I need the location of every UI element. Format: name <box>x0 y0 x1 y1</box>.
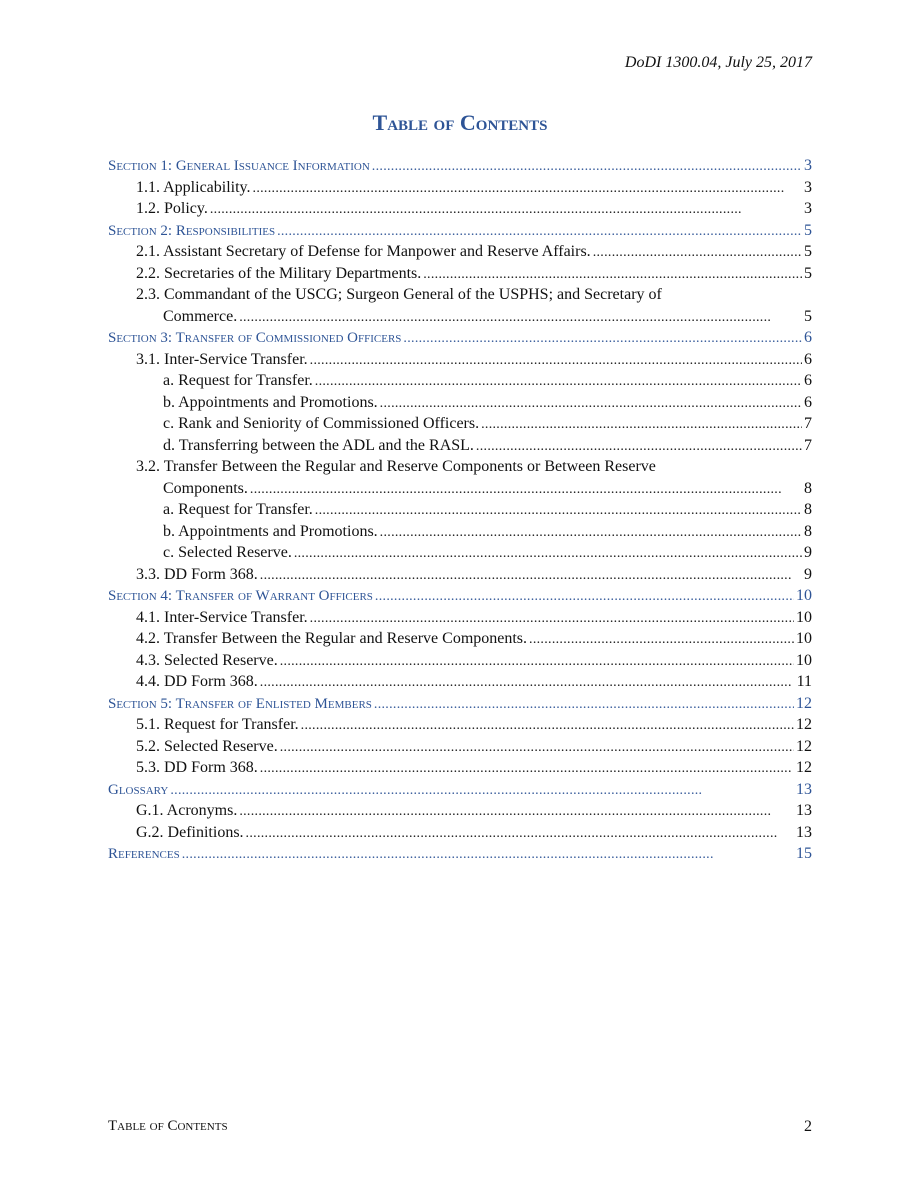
dot-leader <box>239 306 802 329</box>
toc-entry-page: 6 <box>804 329 812 346</box>
toc-entry-page: 12 <box>796 737 812 755</box>
toc-entry-title: a. Request for Transfer. <box>163 372 313 389</box>
toc-entry-title: b. Appointments and Promotions. <box>163 393 378 411</box>
dot-leader <box>423 263 802 286</box>
toc-section-1-link[interactable] <box>108 155 812 177</box>
toc-entry-title: c. Rank and Seniority of Commissioned Officers. <box>163 415 480 432</box>
toc-glossary-link[interactable] <box>108 779 812 801</box>
toc-entry-page: 13 <box>796 823 812 841</box>
toc-entry-page: 11 <box>796 673 812 690</box>
toc-entry-title: 5.2. Selected Reserve. <box>136 737 278 755</box>
dot-leader <box>260 757 794 780</box>
toc-entry-page: 10 <box>796 630 812 647</box>
toc-entry-title: 2.2. Secretaries of the Military Departments. <box>136 264 422 282</box>
toc-entry-page: 7 <box>804 415 812 432</box>
toc-entry-page: 12 <box>796 694 812 712</box>
dot-leader <box>239 800 794 823</box>
toc-entry-title: G.2. Definitions. <box>136 823 244 841</box>
toc-entry-page: 6 <box>804 372 812 389</box>
toc-entry-page: 5 <box>804 264 812 282</box>
toc-entry-page: 5 <box>804 221 812 239</box>
toc-entry-title: 4.2. Transfer Between the Regular and Reserve Components. <box>136 630 528 647</box>
toc-entry-3-2-b[interactable] <box>108 521 812 543</box>
toc-entry-title: d. Transferring between the ADL and the RASL. <box>163 436 474 454</box>
toc-entry-2-2[interactable] <box>108 263 812 285</box>
toc-entry-3-1[interactable] <box>108 349 812 371</box>
dot-leader <box>280 736 794 759</box>
toc-entry-3-2-c[interactable] <box>108 542 812 564</box>
toc-entry-title: 4.4. DD Form 368. <box>136 673 258 690</box>
toc-entry-3-1-b[interactable] <box>108 392 812 414</box>
dot-leader <box>375 585 794 608</box>
dot-leader <box>481 413 802 436</box>
toc-entry-5-2[interactable] <box>108 736 812 758</box>
toc-section-2-link[interactable] <box>108 220 812 242</box>
toc-entry-title: Section 5: Transfer of Enlisted Members <box>108 695 372 712</box>
toc-entry-page: 3 <box>804 200 812 217</box>
toc-entry-title: c. Selected Reserve. <box>163 544 292 561</box>
dot-leader <box>310 349 802 372</box>
toc-entry-3-3[interactable] <box>108 564 812 586</box>
toc-entry-page: 10 <box>796 651 812 669</box>
dot-leader <box>529 628 794 651</box>
toc-entry-title: b. Appointments and Promotions. <box>163 522 378 540</box>
dot-leader <box>372 155 802 178</box>
toc-entry-title: 2.1. Assistant Secretary of Defense for Manpower and Reserve Affairs. <box>136 243 591 260</box>
toc-entry-title-line1: 2.3. Commandant of the USCG; Surgeon General of the USPHS; and Secretary of <box>136 286 662 303</box>
toc-entry-title: a. Request for Transfer. <box>163 501 313 518</box>
page-footer <box>108 1118 812 1136</box>
page-number: 2 <box>804 1118 812 1135</box>
toc-section-3-link[interactable] <box>108 327 812 349</box>
toc-entry-title: Section 1: General Issuance Information <box>108 158 370 174</box>
toc-entry-4-2[interactable] <box>108 628 812 650</box>
toc-entry-page: 10 <box>796 587 812 604</box>
toc-entry-title: 4.1. Inter-Service Transfer. <box>136 608 308 626</box>
toc-entry-page: 5 <box>804 243 812 260</box>
toc-entry-1-1[interactable] <box>108 177 812 199</box>
dot-leader <box>315 370 802 393</box>
toc-entry-title: 1.2. Policy. <box>136 200 208 217</box>
toc-entry-page: 13 <box>796 780 812 798</box>
footer-label: Table of Contents <box>108 1118 228 1134</box>
toc-entry-title: 5.3. DD Form 368. <box>136 759 258 776</box>
dot-leader <box>374 693 794 716</box>
toc-entry-title: Section 2: Responsibilities <box>108 222 276 239</box>
toc-entry-page: 5 <box>804 307 812 325</box>
dot-leader <box>277 220 802 243</box>
dot-leader <box>210 198 802 221</box>
toc-entry-title-line2: Components. <box>163 479 248 497</box>
toc-entry-page: 8 <box>804 479 812 497</box>
toc-section-4-link[interactable] <box>108 585 812 607</box>
toc-entry-4-3[interactable] <box>108 650 812 672</box>
toc-entry-4-1[interactable] <box>108 607 812 629</box>
dot-leader <box>593 241 802 264</box>
toc-entry-title-line1: 3.2. Transfer Between the Regular and Reserve Components or Between Reserve <box>136 458 656 475</box>
toc-entry-g-2[interactable] <box>108 822 812 844</box>
toc-entry-5-3[interactable] <box>108 757 812 779</box>
toc-entry-3-1-c[interactable] <box>108 413 812 435</box>
dot-leader <box>380 392 802 415</box>
toc-entry-1-2[interactable] <box>108 198 812 220</box>
toc-entry-4-4[interactable] <box>108 671 812 693</box>
page-title: Table of Contents <box>372 110 548 135</box>
toc-entry-title: 3.3. DD Form 368. <box>136 565 258 583</box>
toc-entry-title: 5.1. Request for Transfer. <box>136 716 299 733</box>
toc-entry-page: 13 <box>796 802 812 819</box>
toc-entry-title: References <box>108 846 180 862</box>
toc-entry-page: 6 <box>804 350 812 368</box>
toc-entry-3-2-a[interactable] <box>108 499 812 521</box>
toc-entry-2-1[interactable] <box>108 241 812 263</box>
dot-leader <box>403 327 802 350</box>
toc-entry-page: 9 <box>804 565 812 583</box>
toc-entry-page: 15 <box>796 845 812 862</box>
dot-leader <box>301 714 794 737</box>
toc-entry-page: 8 <box>804 501 812 518</box>
dot-leader <box>476 435 802 458</box>
dot-leader <box>182 843 794 866</box>
dot-leader <box>253 177 802 200</box>
toc-entry-3-1-d[interactable] <box>108 435 812 457</box>
dot-leader <box>170 779 794 802</box>
toc-entry-page: 3 <box>804 157 812 174</box>
toc-entry-title-line2: Commerce. <box>163 307 238 325</box>
dot-leader <box>294 542 802 565</box>
toc-entry-title: G.1. Acronyms. <box>136 802 238 819</box>
toc-entry-title: Glossary <box>108 781 169 798</box>
toc-entry-5-1[interactable] <box>108 714 812 736</box>
toc-references-link[interactable] <box>108 843 812 865</box>
toc-entry-page: 9 <box>804 544 812 561</box>
toc-entry-page: 6 <box>804 393 812 411</box>
toc-entry-g-1[interactable] <box>108 800 812 822</box>
table-of-contents <box>108 155 812 865</box>
toc-entry-title: Section 4: Transfer of Warrant Officers <box>108 588 373 604</box>
toc-entry-title: Section 3: Transfer of Commissioned Officers <box>108 330 402 346</box>
document-header: DoDI 1300.04, July 25, 2017 <box>624 54 812 71</box>
toc-entry-3-2[interactable] <box>108 456 812 499</box>
dot-leader <box>260 671 795 694</box>
dot-leader <box>246 822 794 845</box>
toc-entry-page: 12 <box>796 716 812 733</box>
toc-entry-title: 1.1. Applicability. <box>136 178 251 196</box>
dot-leader <box>260 564 802 587</box>
toc-entry-page: 12 <box>796 759 812 776</box>
dot-leader <box>310 607 794 630</box>
dot-leader <box>315 499 802 522</box>
dot-leader <box>280 650 794 673</box>
toc-entry-page: 7 <box>804 436 812 454</box>
dot-leader <box>380 521 802 544</box>
toc-entry-title: 3.1. Inter-Service Transfer. <box>136 350 308 368</box>
toc-section-5-link[interactable] <box>108 693 812 715</box>
toc-entry-title: 4.3. Selected Reserve. <box>136 651 278 669</box>
toc-entry-3-1-a[interactable] <box>108 370 812 392</box>
toc-entry-page: 10 <box>796 608 812 626</box>
toc-entry-page: 3 <box>804 178 812 196</box>
toc-entry-2-3[interactable] <box>108 284 812 327</box>
dot-leader <box>250 478 802 501</box>
toc-entry-page: 8 <box>804 522 812 540</box>
